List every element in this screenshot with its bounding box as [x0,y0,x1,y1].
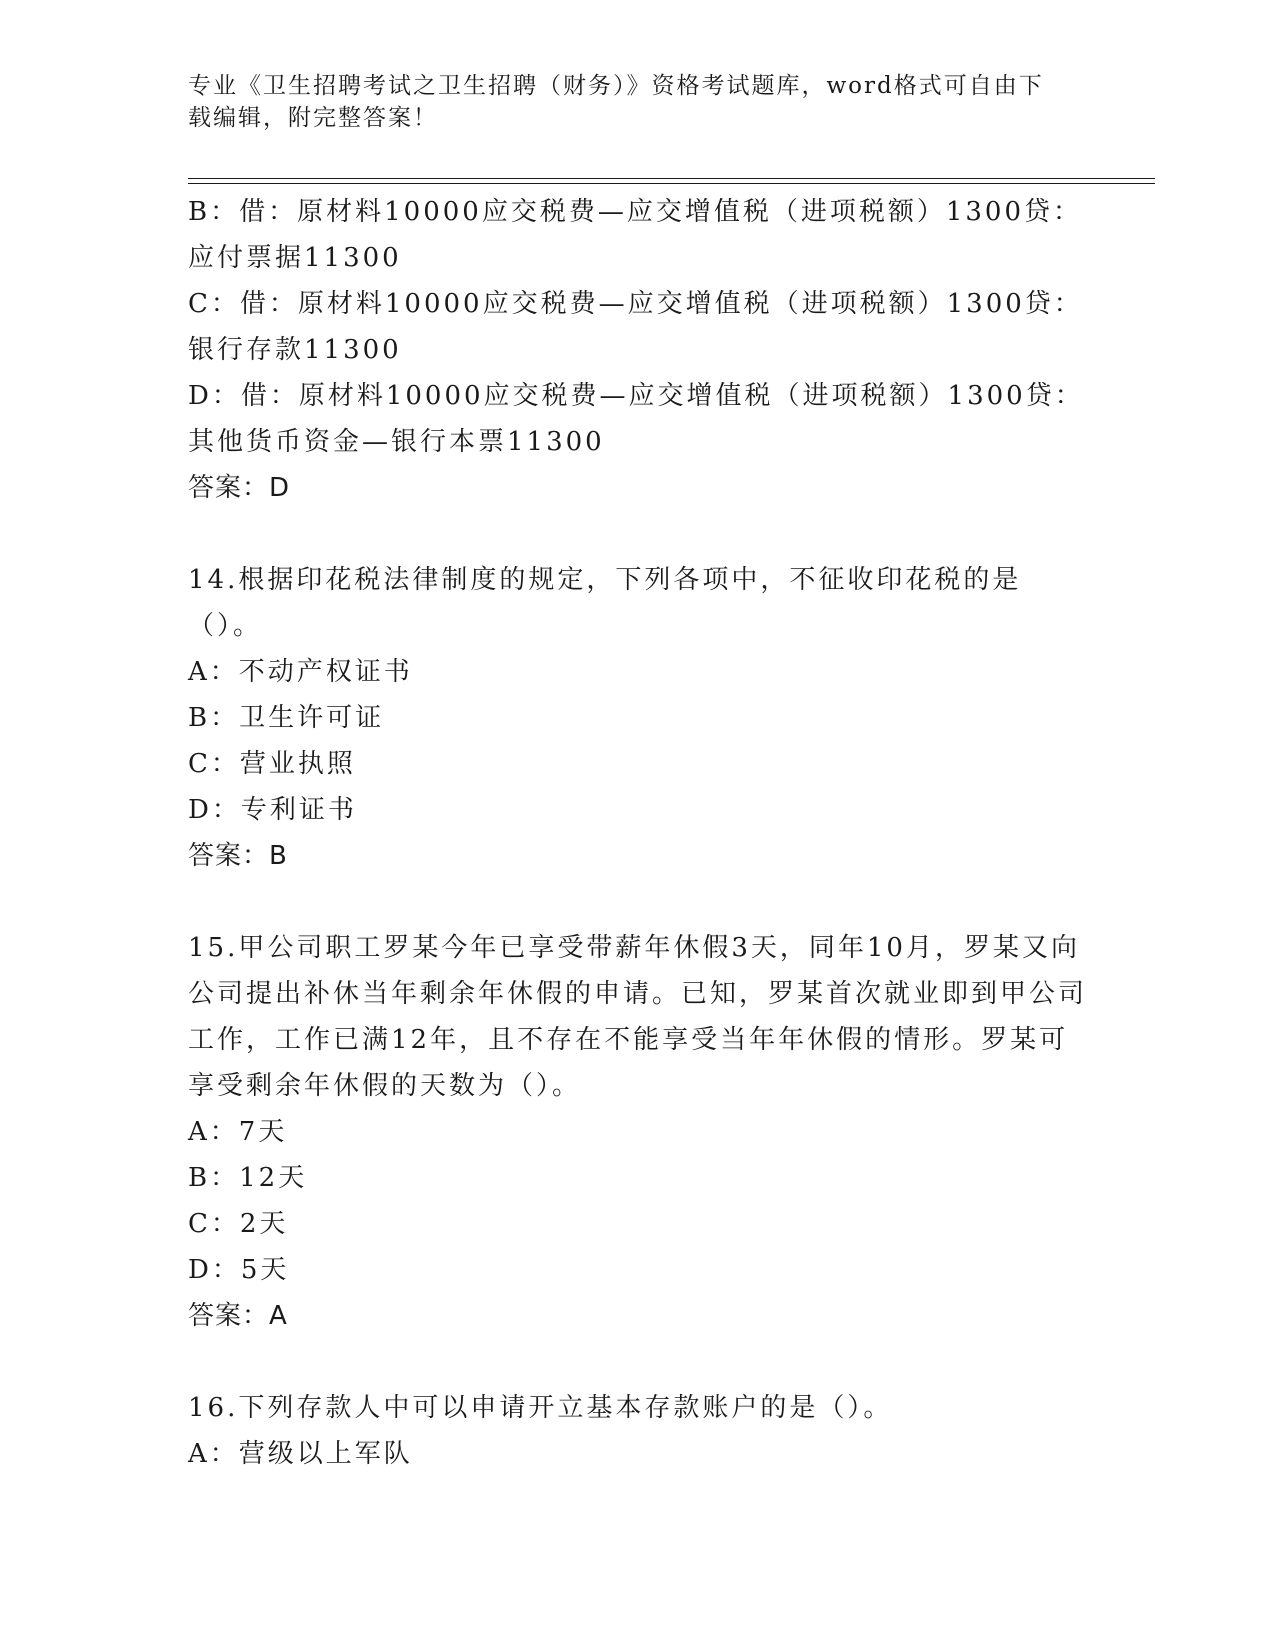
option-b: B：12天 [188,1163,308,1193]
option-d: D：借：原材料10000应交税费—应交增值税（进项税额）1300贷：其他货币资金—银行本票11300 [188,381,1084,457]
answer: 答案：B [188,841,288,871]
question-13-tail [188,189,1088,511]
question-stem: 15.甲公司职工罗某今年已享受带薪年休假3天，同年10月，罗某又向公司提出补休当年剩余年休假的申请。已知，罗某首次就业即到甲公司工作，工作已满12年，且不存在不能享受当年年休假的情形。罗某可享受剩余年休假的天数为（）。 [188,933,1088,1101]
question-14 [188,557,1088,879]
option-a: A：7天 [188,1117,288,1147]
document-header: 专业《卫生招聘考试之卫生招聘（财务）》资格考试题库，word格式可自由下载编辑，附完整答案！ [188,73,1044,131]
option-b: B：卫生许可证 [188,703,385,733]
question-stem: 16.下列存款人中可以申请开立基本存款账户的是（）。 [188,1393,893,1423]
question-16 [188,1385,1088,1477]
header-divider-bottom [188,183,1155,184]
question-list [188,189,1088,1477]
option-d: D：5天 [188,1255,290,1285]
option-c: C：营业执照 [188,749,356,779]
question-stem: 14.根据印花税法律制度的规定，下列各项中，不征收印花税的是（）。 [188,565,1022,641]
option-c: C：借：原材料10000应交税费—应交增值税（进项税额）1300贷：银行存款11300 [188,289,1083,365]
option-a: A：营级以上军队 [188,1439,413,1469]
answer: 答案：A [188,1301,288,1331]
option-c: C：2天 [188,1209,289,1239]
option-b: B：借：原材料10000应交税费—应交增值税（进项税额）1300贷：应付票据11300 [188,197,1082,273]
option-d: D：专利证书 [188,795,357,825]
answer: 答案：D [188,473,291,503]
option-a: A：不动产权证书 [188,657,413,687]
header-divider-top [188,178,1155,179]
question-15 [188,925,1088,1339]
